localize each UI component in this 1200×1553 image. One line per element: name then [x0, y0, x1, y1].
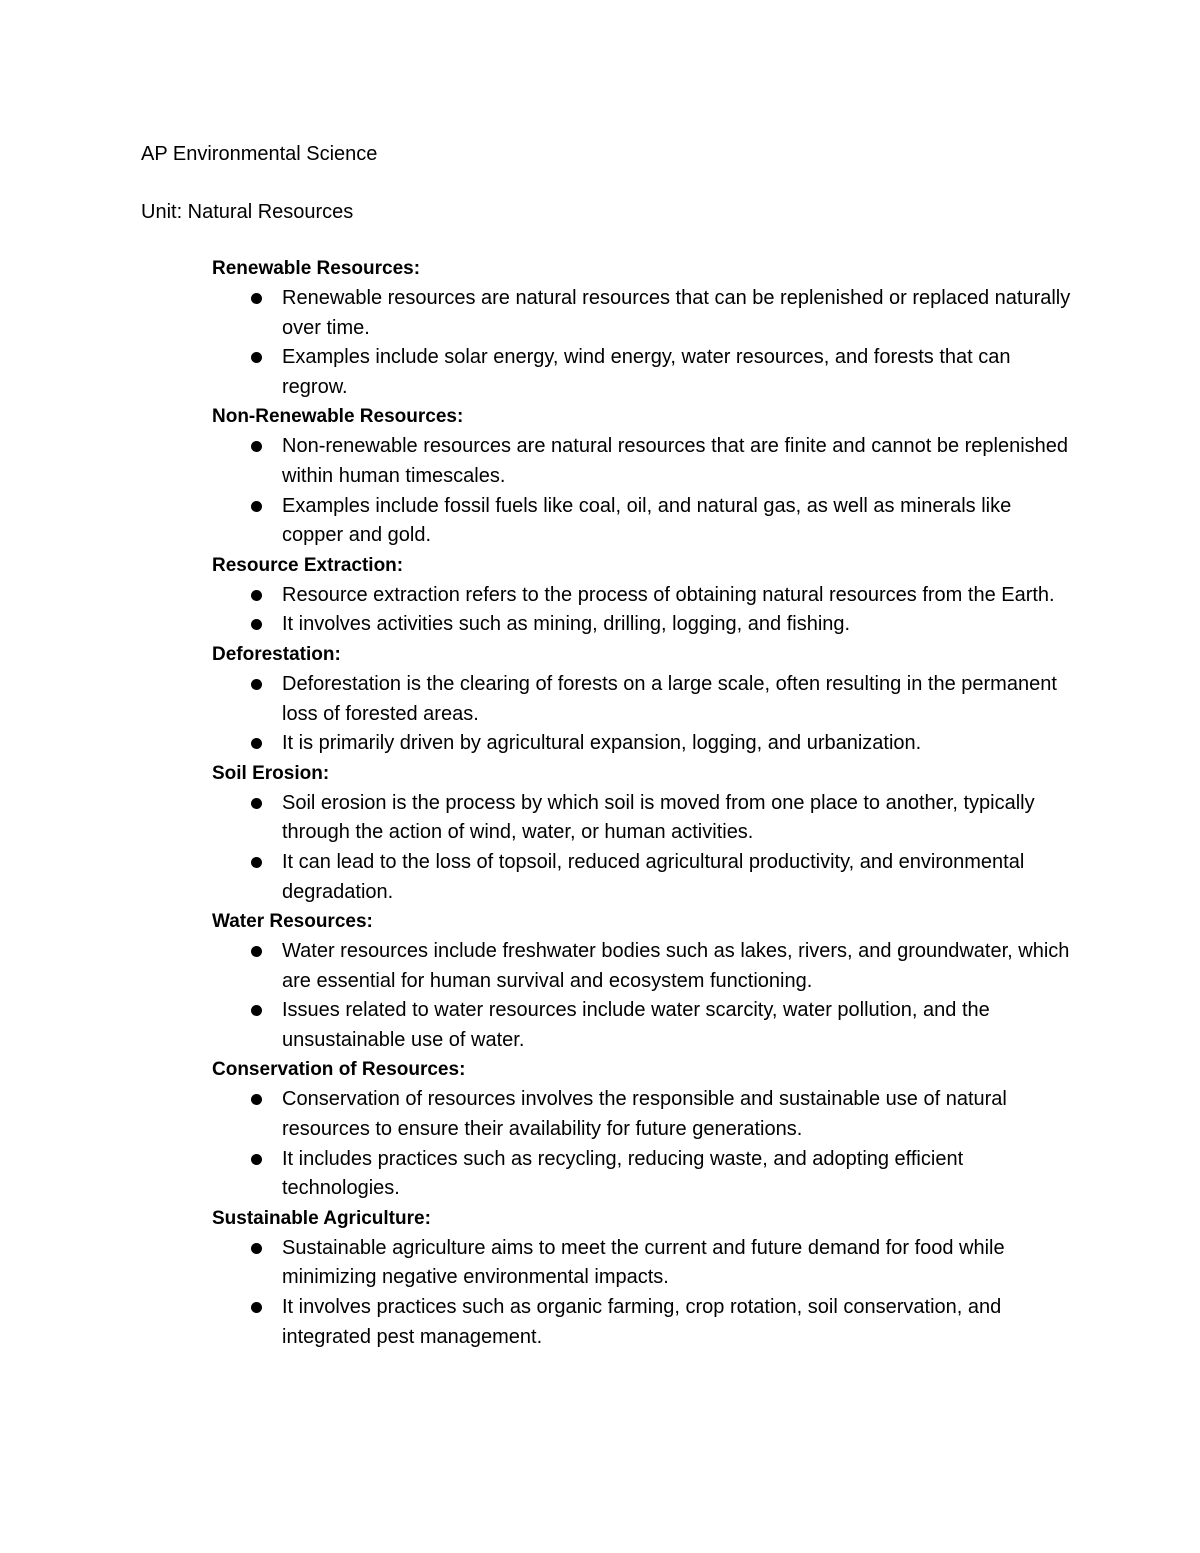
- bullet-icon: [251, 857, 262, 868]
- list-item: [212, 848, 1072, 907]
- list-item: [212, 1145, 1072, 1204]
- section-heading: Non-Renewable Resources:: [212, 406, 464, 428]
- bullet-list: [212, 1234, 1092, 1352]
- sections-container: [212, 254, 1092, 1352]
- bullet-icon: [251, 352, 262, 363]
- list-item: [212, 996, 1072, 1055]
- section-heading: Soil Erosion:: [212, 762, 330, 784]
- bullet-text: It involves practices such as organic farming, crop rotation, soil conservation, and integrated pest management.: [282, 1296, 1002, 1348]
- list-item: [212, 343, 1072, 402]
- section-deforestation: [212, 640, 1092, 759]
- bullet-text: Deforestation is the clearing of forests on a large scale, often resulting in the permanent loss of forested areas.: [282, 672, 1057, 725]
- list-item: [212, 729, 1072, 759]
- bullet-icon: [251, 1094, 262, 1105]
- bullet-text: Conservation of resources involves the responsible and sustainable use of natural resources to ensure their availability for future generations.: [282, 1088, 1007, 1141]
- bullet-list: [212, 284, 1092, 402]
- list-item: [212, 1234, 1072, 1293]
- bullet-list: [212, 670, 1092, 759]
- section-heading: Water Resources:: [212, 911, 373, 933]
- bullet-list: [212, 432, 1092, 550]
- bullet-text: It is primarily driven by agricultural expansion, logging, and urbanization.: [282, 732, 922, 755]
- bullet-text: It includes practices such as recycling, reducing waste, and adopting efficient technologies.: [282, 1147, 964, 1200]
- bullet-icon: [251, 590, 262, 601]
- bullet-icon: [251, 679, 262, 690]
- list-item: [212, 1085, 1072, 1144]
- bullet-icon: [251, 738, 262, 749]
- bullet-list: [212, 937, 1092, 1055]
- bullet-icon: [251, 293, 262, 304]
- bullet-icon: [251, 501, 262, 512]
- bullet-text: It involves activities such as mining, drilling, logging, and fishing.: [282, 613, 851, 636]
- list-item: [212, 492, 1072, 551]
- list-item: [212, 284, 1072, 343]
- section-resource-extraction: [212, 551, 1092, 640]
- bullet-text: Soil erosion is the process by which soil is moved from one place to another, typically through the action of wind, water, or human activities.: [282, 791, 1035, 844]
- bullet-text: Examples include solar energy, wind energy, water resources, and forests that can regrow.: [282, 346, 1011, 398]
- section-soil-erosion: [212, 759, 1092, 907]
- list-item: [212, 432, 1072, 491]
- section-conservation-of-resources: [212, 1055, 1092, 1203]
- bullet-text: Sustainable agriculture aims to meet the current and future demand for food while minimizing negative environmental impacts.: [282, 1236, 1005, 1289]
- section-heading: Conservation of Resources:: [212, 1059, 466, 1081]
- bullet-icon: [251, 1302, 262, 1313]
- list-item: [212, 670, 1072, 729]
- bullet-icon: [251, 946, 262, 957]
- section-heading: Resource Extraction:: [212, 554, 404, 576]
- bullet-icon: [251, 441, 262, 452]
- bullet-icon: [251, 1005, 262, 1016]
- bullet-icon: [251, 798, 262, 809]
- bullet-text: Examples include fossil fuels like coal, oil, and natural gas, as well as minerals like copper and gold.: [282, 494, 1012, 547]
- section-renewable-resources: [212, 254, 1092, 402]
- section-water-resources: [212, 907, 1092, 1055]
- list-item: [212, 610, 1072, 640]
- bullet-text: Renewable resources are natural resources that can be replenished or replaced naturally over time.: [282, 287, 1071, 339]
- bullet-icon: [251, 619, 262, 630]
- unit-title: Unit: Natural Resources: [141, 201, 354, 223]
- bullet-text: Issues related to water resources include water scarcity, water pollution, and the unsustainable use of water.: [282, 999, 990, 1051]
- bullet-list: [212, 1085, 1092, 1203]
- list-item: [212, 937, 1072, 996]
- list-item: [212, 789, 1072, 848]
- document-title: AP Environmental Science: [141, 143, 378, 165]
- list-item: [212, 1293, 1072, 1352]
- section-heading: Sustainable Agriculture:: [212, 1207, 431, 1229]
- bullet-list: [212, 581, 1092, 640]
- section-sustainable-agriculture: [212, 1204, 1092, 1352]
- bullet-icon: [251, 1154, 262, 1165]
- bullet-list: [212, 789, 1092, 907]
- bullet-text: It can lead to the loss of topsoil, reduced agricultural productivity, and environmental degradation.: [282, 850, 1025, 903]
- bullet-text: Water resources include freshwater bodies such as lakes, rivers, and groundwater, which are essential for human survival and ecosystem functioning.: [282, 940, 1070, 992]
- section-non-renewable-resources: [212, 402, 1092, 550]
- section-heading: Renewable Resources:: [212, 258, 421, 279]
- bullet-text: Resource extraction refers to the process of obtaining natural resources from the Earth.: [282, 583, 1055, 606]
- section-heading: Deforestation:: [212, 643, 341, 665]
- bullet-text: Non-renewable resources are natural resources that are finite and cannot be replenished within human timescales.: [282, 435, 1069, 487]
- bullet-icon: [251, 1243, 262, 1254]
- list-item: [212, 581, 1072, 611]
